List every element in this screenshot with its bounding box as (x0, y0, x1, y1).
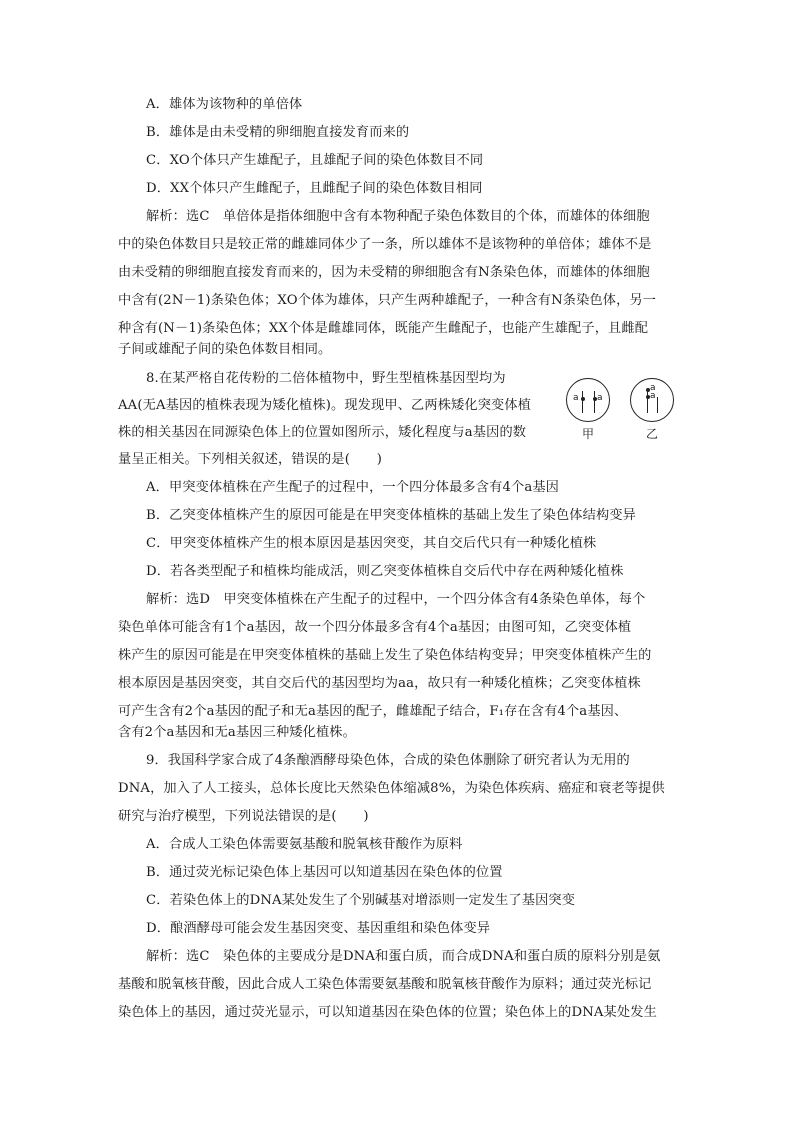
q8-option-c: C．甲突变体植株产生的根本原因是基因突变，其自交后代只有一种矮化植株 (146, 536, 597, 551)
q9-option-d: D．酿酒酵母可能会发生基因突变、基因重组和染色体变异 (146, 921, 491, 936)
q7-analysis-line: 由未受精的卵细胞直接发育而来的，因为未受精的卵细胞含有N条染色体，而雄体的体细胞 (118, 265, 650, 280)
cell-jia (566, 378, 610, 422)
q9-stem-line: 9．我国科学家合成了4条酿酒酵母染色体，合成的染色体删除了研究者认为无用的 (146, 753, 630, 768)
q7-option-b: B．雄体是由未受精的卵细胞直接发育而来的 (146, 125, 410, 140)
q9-stem-line: DNA，加入了人工接头，总体长度比天然染色体缩减8%，为染色体疾病、癌症和衰老等提供 (118, 781, 665, 796)
q9-stem-line: 研究与治疗模型，下列说法错误的是( ) (118, 809, 369, 824)
q7-analysis-line: 中的染色体数目只是较正常的雌雄同体少了一条，所以雄体不是该物种的单倍体；雄体不是 (118, 237, 652, 252)
q8-analysis-line: 解析：选D 甲突变体植株在产生配子的过程中，一个四分体含有4条染色单体，每个 (146, 592, 646, 607)
q8-analysis-line: 根本原因是基因突变，其自交后代的基因型均为aa，故只有一种矮化植株；乙突变体植株 (118, 676, 641, 691)
chromosome-figure (562, 378, 692, 444)
q8-analysis-line: 染色单体可能含有1个a基因，故一个四分体最多含有4个a基因；由图可知，乙突变体植 (118, 620, 632, 635)
chromosome (657, 397, 658, 413)
q7-analysis-line: 解析：选C 单倍体是指体细胞中含有本物种配子染色体数目的个体，而雄体的体细胞 (146, 209, 650, 224)
q8-analysis-line: 株产生的原因可能是在甲突变体植株的基础上发生了染色体结构变异；甲突变体植株产生的 (118, 648, 652, 663)
gene-label: a (650, 383, 656, 393)
q8-stem-line: 8.在某严格自花传粉的二倍体植物中，野生型植株基因型均为 (146, 371, 506, 386)
q8-stem-line: 株的相关基因在同源染色体上的位置如图所示，矮化程度与a基因的数 (118, 425, 527, 440)
q8-stem-line: 量呈正相关。下列相关叙述，错误的是( ) (118, 452, 383, 467)
q7-analysis-line: 子间或雄配子间的染色体数目相同。 (118, 342, 332, 357)
q9-analysis-line: 染色体上的基因，通过荧光显示，可以知道基因在染色体的位置；染色体上的DNA某处发生 (118, 1005, 657, 1020)
q8-option-a: A．甲突变体植株在产生配子的过程中，一个四分体最多含有4个a基因 (146, 480, 560, 495)
chromosome (582, 391, 583, 413)
q9-option-c: C．若染色体上的DNA某处发生了个别碱基对增添则一定发生了基因突变 (146, 893, 576, 908)
q9-analysis-line: 基酸和脱氧核苷酸，因此合成人工染色体需要氨基酸和脱氧核苷酸作为原料；通过荧光标记 (118, 977, 652, 992)
q8-analysis-line: 可产生含有2个a基因的配子和无a基因的配子，雌雄配子结合，F₁存在含有4个a基因、 (118, 704, 628, 719)
cell-yi (630, 378, 674, 422)
q9-option-a: A．合成人工染色体需要氨基酸和脱氧核苷酸作为原料 (146, 837, 463, 852)
gene-label: a (650, 391, 656, 401)
q9-analysis-line: 解析：选C 染色体的主要成分是DNA和蛋白质，而合成DNA和蛋白质的原料分别是氨 (146, 949, 661, 964)
q9-option-b: B．通过荧光标记染色体上基因可以知道基因在染色体的位置 (146, 865, 503, 880)
q7-analysis-line: 种含有(N－1)条染色体；XX个体是雌雄同体，既能产生雌配子，也能产生雄配子，且雌配 (118, 321, 649, 336)
q7-option-a: A．雄体为该物种的单倍体 (146, 97, 303, 112)
q8-stem-line: AA(无A基因的植株表现为矮化植株)。现发现甲、乙两株矮化突变体植 (118, 398, 532, 413)
gene-locus (581, 397, 585, 401)
q7-option-c: C．XO个体只产生雄配子，且雄配子间的染色体数目不同 (146, 153, 484, 168)
q8-option-d: D．若各类型配子和植株均能成活，则乙突变体植株自交后代中存在两种矮化植株 (146, 564, 624, 579)
gene-label: a (573, 393, 579, 403)
figure-label-yi: 乙 (646, 427, 659, 441)
gene-label: a (597, 393, 603, 403)
chromosome (594, 391, 595, 413)
figure-label-jia: 甲 (582, 427, 595, 441)
q8-option-b: B．乙突变体植株产生的原因可能是在甲突变体植株的基础上发生了染色体结构变异 (146, 508, 636, 523)
q7-analysis-line: 中含有(2N－1)条染色体；XO个体为雄体，只产生两种雄配子，一种含有N条染色体，另一 (118, 293, 657, 308)
q8-analysis-line: 含有2个a基因和无a基因三种矮化植株。 (118, 725, 356, 740)
q7-option-d: D．XX个体只产生雌配子，且雌配子间的染色体数目相同 (146, 181, 483, 196)
